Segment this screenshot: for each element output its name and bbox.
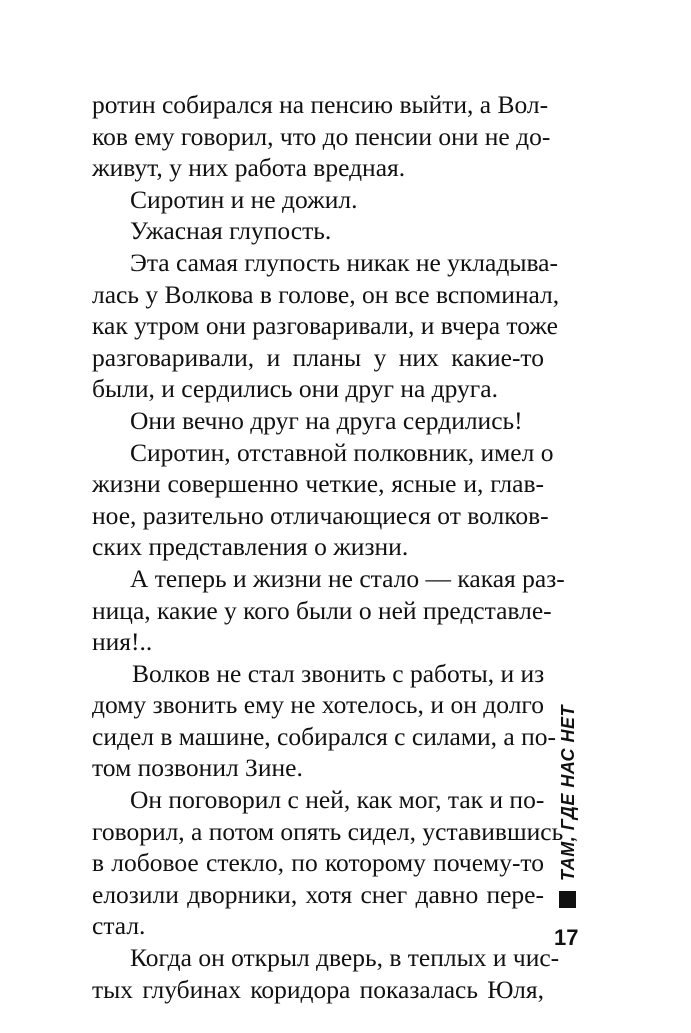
running-title-text: ТАМ, ГДЕ НАС НЕТ bbox=[558, 704, 578, 881]
text-line: Они вечно друг на друга сердились! bbox=[130, 405, 523, 435]
text-line: Сиротин, отставной полковник, имел о bbox=[130, 437, 554, 467]
text-line: ков ему говорил, что до пенсии они не до- bbox=[92, 121, 551, 151]
text-line: разговаривали, и планы у них какие-то bbox=[92, 342, 544, 372]
text-line: как утром они разговаривали, и вчера тоже bbox=[92, 311, 558, 341]
body-text bbox=[92, 89, 565, 1005]
text-line: Когда он открыл дверь, в теплых и чис- bbox=[130, 943, 560, 973]
text-line: ное, разительно отличающиеся от волков- bbox=[92, 500, 549, 530]
square-marker-icon bbox=[559, 891, 576, 908]
text-line: ния!.. bbox=[92, 627, 153, 657]
text-line: дому звонить ему не хотелось, и он долго bbox=[92, 690, 544, 720]
text-line: жизни совершенно четкие, ясные и, глав- bbox=[92, 469, 544, 499]
text-line: ских представления о жизни. bbox=[92, 532, 409, 562]
text-line: живут, у них работа вредная. bbox=[92, 153, 406, 183]
text-line: Сиротин и не дожил. bbox=[130, 184, 358, 214]
text-line: ница, какие у кого были о ней представле- bbox=[92, 595, 552, 625]
text-line: елозили дворники, хотя снег давно пере- bbox=[92, 879, 544, 909]
text-line: Эта самая глупость никак не укладыва- bbox=[130, 247, 558, 277]
text-line: лась у Волкова в голове, он все вспоминал, bbox=[92, 279, 560, 309]
text-line: Волков не стал звонить с работы, и из bbox=[132, 658, 545, 688]
text-line: том позвонил Зине. bbox=[92, 753, 303, 783]
text-line: в лобовое стекло, по которому почему-то bbox=[92, 848, 544, 878]
text-line: тых глубинах коридора показалась Юля, bbox=[92, 974, 544, 1004]
text-line: были, и сердились они друг на друга. bbox=[92, 374, 498, 404]
text-line: сидел в машине, собирался с силами, а по- bbox=[92, 721, 556, 751]
text-line: Ужасная глупость. bbox=[130, 216, 332, 246]
text-line: Он поговорил с ней, как мог, так и по- bbox=[130, 785, 545, 815]
running-title bbox=[556, 704, 580, 908]
text-line: стал. bbox=[92, 911, 146, 941]
text-line: ротин собирался на пенсию выйти, а Вол- bbox=[92, 90, 549, 119]
text-line: говорил, а потом опять сидел, уставившись bbox=[92, 816, 564, 846]
text-line: А теперь и жизни не стало — какая раз- bbox=[130, 563, 565, 593]
page-number: 17 bbox=[554, 925, 579, 950]
